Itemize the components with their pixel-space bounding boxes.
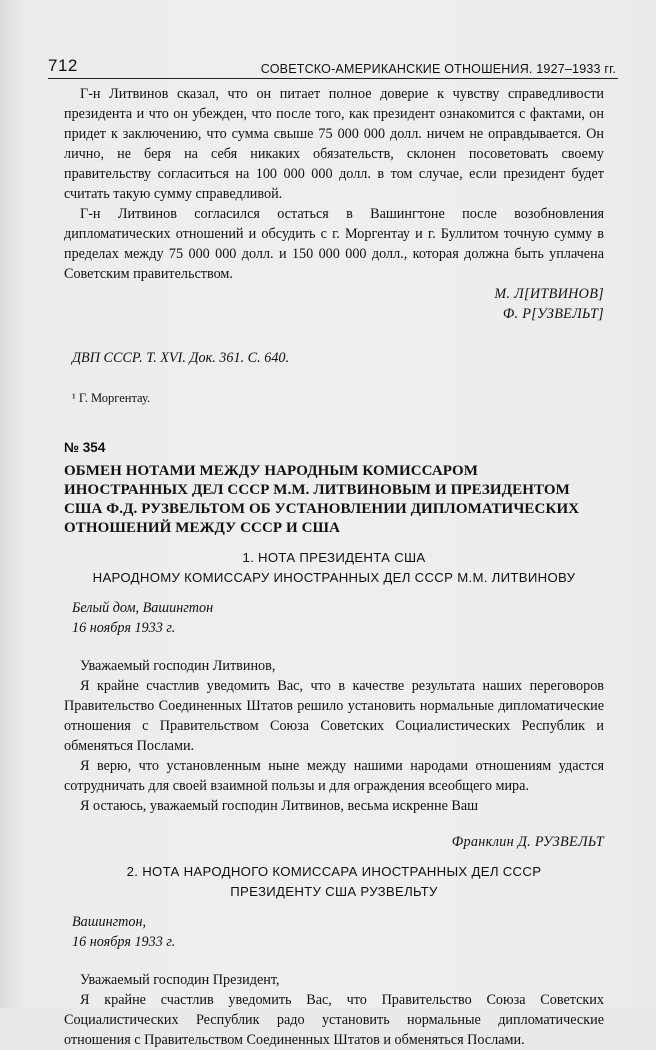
note1-heading-line1: 1. НОТА ПРЕЗИДЕНТА США [242,550,426,565]
note1-heading [64,548,604,588]
page-content [64,84,604,1050]
document-number: № 354 [64,440,106,455]
note2-body-1: Я крайне счастлив уведомить Вас, что Правительство Союза Советских Социалистических Республик радо установить нормальные дипломатические отношения с Правительством Соединенных Штатов и обменяться Послами. [64,992,604,1048]
note1-body-1: Я крайне счастлив уведомить Вас, что в качестве результата наших переговоров Правительство Соединенных Штатов решило установить нормальные дипломатические отношения с Правительством Союза Советских Социалистических Республик и обменяться Послами. [64,678,604,754]
note1-body-2: Я верю, что установленным ныне между нашими народами отношениям удастся сотрудничать для своей взаимной пользы и для ограждения всеобщего мира. [64,758,604,794]
note2-heading-line1: 2. НОТА НАРОДНОГО КОМИССАРА ИНОСТРАННЫХ ДЕЛ СССР [126,864,542,879]
page-number: 712 [48,56,78,75]
signature-roosevelt: Ф. Р[УЗВЕЛЬТ] [502,306,604,322]
spacer [64,952,604,970]
intro-paragraph-2: Г-н Литвинов согласился остаться в Вашингтоне после возобновления дипломатических отношений и обсудить с г. Моргентау и г. Буллитом точную сумму в пределах между 75 000 000 долл. и 150 000 000 долл., которая должна быть уплачена Советским правительством. [64,206,604,282]
note1-signature: Франклин Д. РУЗВЕЛЬТ [451,834,604,850]
note1-date: 16 ноября 1933 г. [72,620,176,636]
running-head: СОВЕТСКО-АМЕРИКАНСКИЕ ОТНОШЕНИЯ. 1927–1933 гг. [260,62,616,76]
source-citation: ДВП СССР. Т. XVI. Док. 361. С. 640. [72,350,290,366]
note2-date: 16 ноября 1933 г. [72,934,176,950]
note2-place: Вашингтон, [72,914,147,930]
document-title: ОБМЕН НОТАМИ МЕЖДУ НАРОДНЫМ КОМИССАРОМ ИНОСТРАННЫХ ДЕЛ СССР М.М. ЛИТВИНОВЫМ И ПРЕЗИДЕНТОМ США Ф.Д. РУЗВЕЛЬТОМ ОБ УСТАНОВЛЕНИИ ДИПЛОМАТИЧЕСКИХ ОТНОШЕНИЙ МЕЖДУ СССР И США [64,463,580,536]
note1-salutation: Уважаемый господин Литвинов, [80,658,276,674]
note2-heading-line2: ПРЕЗИДЕНТУ США РУЗВЕЛЬТУ [230,884,438,899]
signature-litvinov: М. Л[ИТВИНОВ] [494,286,604,302]
header-rule [48,78,618,79]
note1-body-3: Я остаюсь, уважаемый господин Литвинов, весьма искренне Ваш [80,798,479,814]
intro-paragraph-1: Г-н Литвинов сказал, что он питает полное доверие к чувству справедливости президента и что он убежден, что после того, как президент ознакомится с фактами, он придет к заключению, что сумма свыше 75 000 000 долл. ничем не оправдывается. Он лично, не беря на себя никаких обязательств, склонен посоветовать своему правительству согласиться на 100 000 000 долл. в том случае, если президент будет считать такую сумму справедливой. [64,86,604,202]
note2-salutation: Уважаемый господин Президент, [80,972,280,988]
note1-heading-line2: НАРОДНОМУ КОМИССАРУ ИНОСТРАННЫХ ДЕЛ СССР М.М. ЛИТВИНОВУ [92,570,576,585]
footnote: ¹ Г. Моргентау. [72,391,151,405]
spacer [64,638,604,656]
note2-heading [64,862,604,902]
note1-place: Белый дом, Вашингтон [72,600,214,616]
